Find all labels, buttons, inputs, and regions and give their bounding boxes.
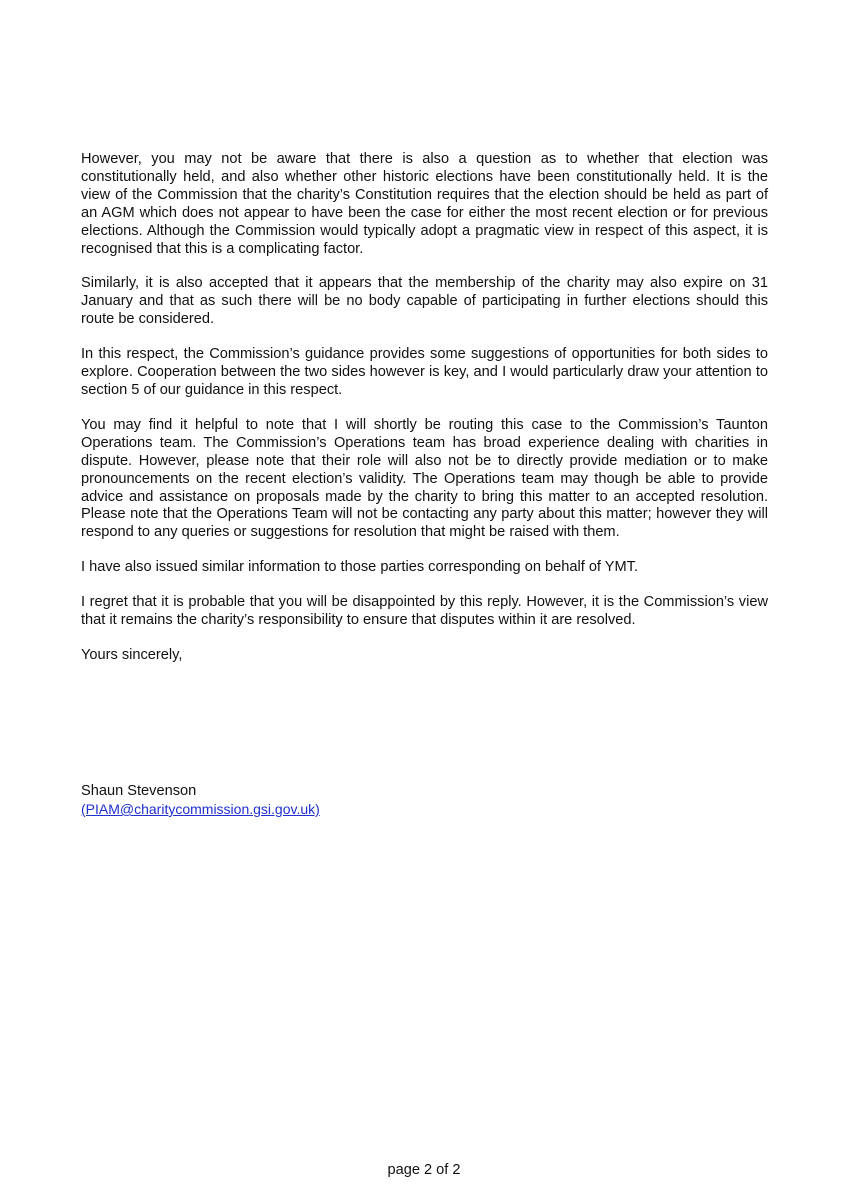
signatory-name: Shaun Stevenson [81,783,197,799]
paragraph-membership-expiry: Similarly, it is also accepted that it appears that the membership of the charity may also expire on 31 January and that as such there will be no body capable of participating in further elections should this route be considered. [81,275,768,328]
paragraph-operations-team: You may find it helpful to note that I will shortly be routing this case to the Commission’s Taunton Operations team. The Commission’s Operations team has broad experience dealing with charities in dispute. However, please note that their role will also not be to directly provide mediation or to make pronouncements on the recent election’s validity. The Operations team may though be able to provide advice and assistance on proposals made by the charity to bring this matter to an accepted resolution. Please note that the Operations Team will not be contacting any party about this matter; however they will respond to any queries or suggestions for resolution that might be raised with them. [81,416,768,541]
paragraph-election-constitution: However, you may not be aware that there is also a question as to whether that election was constitutionally held, and also whether other historic elections have been constitutionally held. It is the view of the Commission that the charity’s Constitution requires that the election should be held as part of an AGM which does not appear to have been the case for either the most recent election or for previous elections. Although the Commission would typically adopt a pragmatic view in respect of this aspect, it is recognised that this is a complicating factor. [81,151,768,257]
paragraph-regret: I regret that it is probable that you will be disappointed by this reply. However, it is the Commission’s view that it remains the charity’s responsibility to ensure that disputes within it are resolved. [81,594,768,629]
page-number: page 2 of 2 [387,1162,461,1178]
signatory-email-link[interactable]: (PIAM@charitycommission.gsi.gov.uk) [81,801,320,817]
signature-block [81,782,320,818]
letter-body [81,151,768,665]
closing-salutation: Yours sincerely, [81,646,183,663]
paragraph-guidance-cooperation: In this respect, the Commission’s guidance provides some suggestions of opportunities for both sides to explore. Cooperation between the two sides however is key, and I would particularly draw your attention to section 5 of our guidance in this respect. [81,346,768,398]
paragraph-ymt-information: I have also issued similar information to those parties corresponding on behalf of YMT. [81,559,639,576]
